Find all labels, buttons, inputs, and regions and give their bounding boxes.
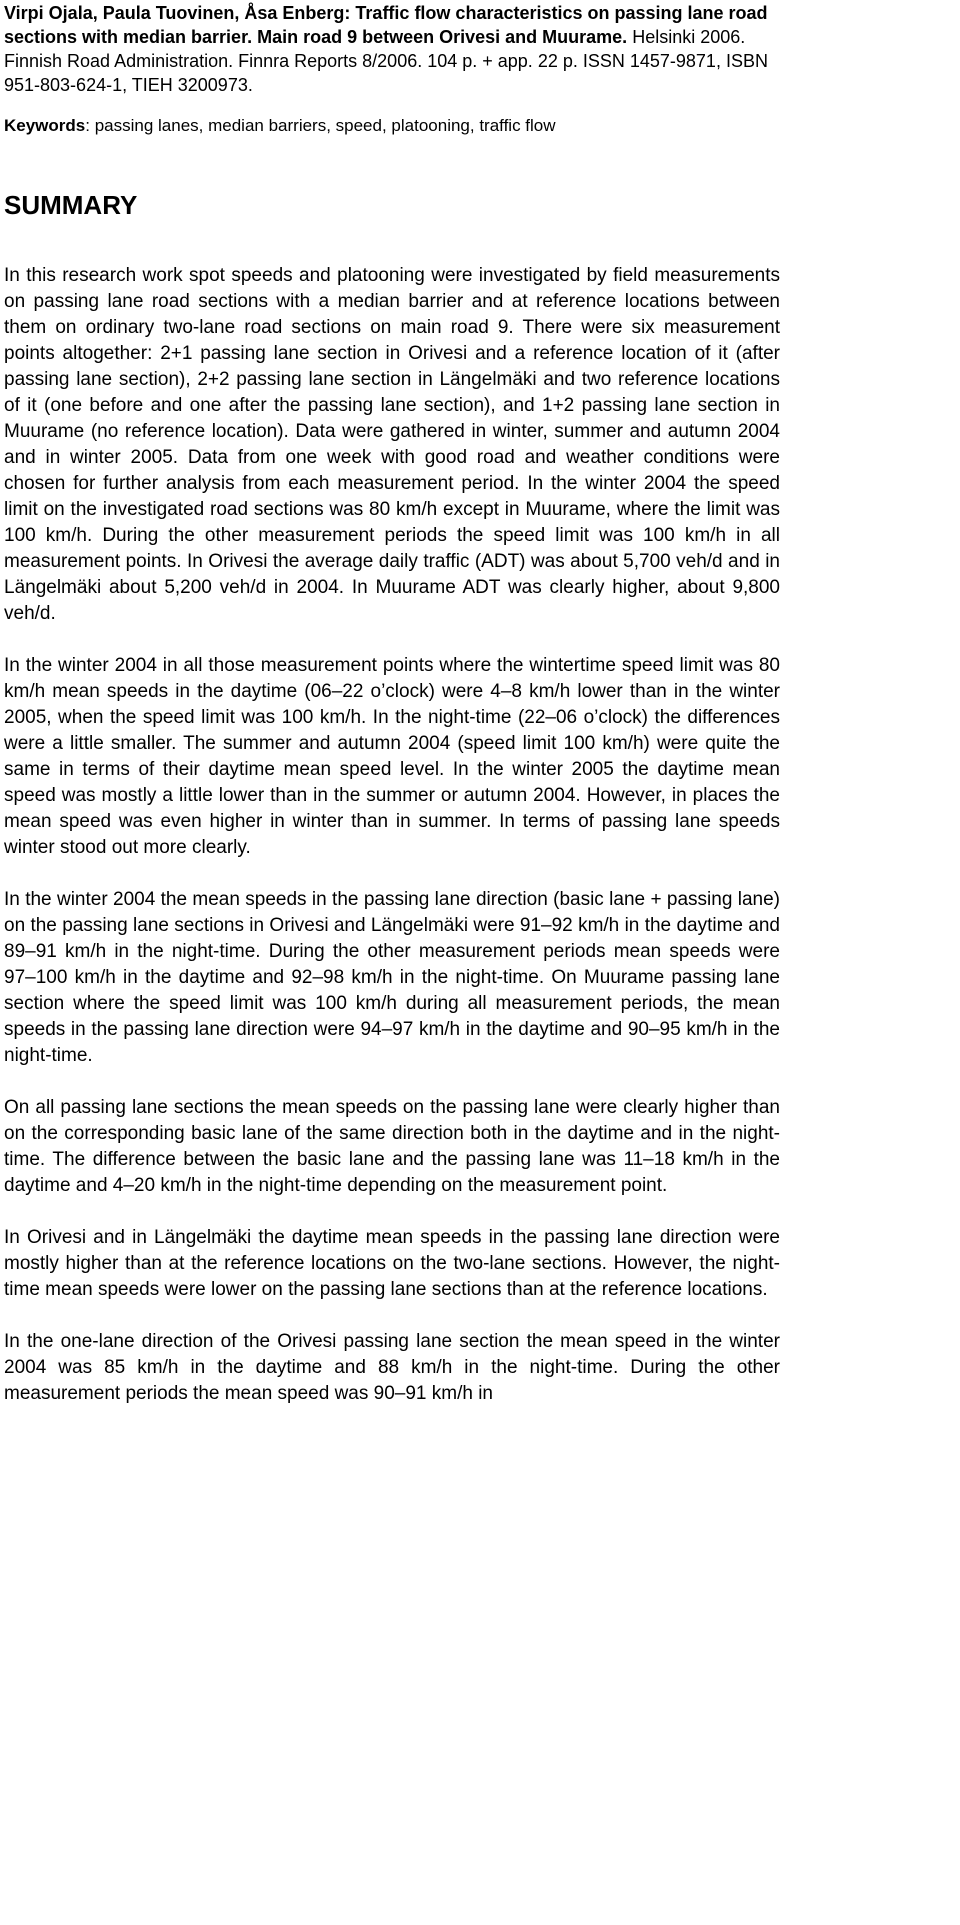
citation-publication: Helsinki 2006. Finnish Road Administration. Finnra Reports 8/2006. 104 p. + app. 22 p. ISSN 1457-9871, ISBN 951-803-624-1, TIEH 3200973.	[4, 27, 768, 95]
paragraph: In the winter 2004 the mean speeds in the passing lane direction (basic lane + passing lane) on the passing lane sections in Orivesi and Längelmäki were 91–92 km/h in the daytime and 89–91 km/h in the night-time. During the other measurement periods mean speeds were 97–100 km/h in the daytime and 92–98 km/h in the night-time. On Muurame passing lane section where the speed limit was 100 km/h during all measurement periods, the mean speeds in the passing lane direction were 94–97 km/h in the daytime and 90–95 km/h in the night-time.	[4, 889, 780, 1066]
keywords-text: : passing lanes, median barriers, speed, platooning, traffic flow	[85, 116, 556, 135]
paragraph: In this research work spot speeds and platooning were investigated by field measurements on passing lane road sections with a median barrier and at reference locations between them on ordinary two-lane road sections on main road 9. There were six measurement points altogether: 2+1 passing lane section in Orivesi and a reference location of it (after passing lane section), 2+2 passing lane section in Längelmäki and two reference locations of it (one before and one after the passing lane section), and 1+2 passing lane section in Muurame (no reference location). Data were gathered in winter, summer and autumn 2004 and in winter 2005. Data from one week with good road and weather conditions were chosen for further analysis from each measurement period. In the winter 2004 the speed limit on the investigated road sections was 80 km/h except in Muurame, where the limit was 100 km/h. During the other measurement periods the speed limit was 100 km/h in all measurement points. In Orivesi the average daily traffic (ADT) was about 5,700 veh/d and in Längelmäki about 5,200 veh/d in 2004. In Muurame ADT was clearly higher, about 9,800 veh/d.	[4, 265, 780, 624]
document-page	[4, 0, 780, 1407]
paragraph: On all passing lane sections the mean speeds on the passing lane were clearly higher than on the corresponding basic lane of the same direction both in the daytime and in the night-time. The difference between the basic lane and the passing lane was 11–18 km/h in the daytime and 4–20 km/h in the night-time depending on the measurement point.	[4, 1097, 780, 1196]
citation-authors-title: Virpi Ojala, Paula Tuovinen, Åsa Enberg: Traffic flow characteristics on passing lane road sections with median barrier. Main road 9 between Orivesi and Muurame.	[4, 3, 768, 47]
keywords-label: Keywords	[4, 116, 86, 135]
citation	[4, 0, 780, 97]
section-heading: SUMMARY	[4, 190, 138, 220]
paragraph: In the one-lane direction of the Orivesi passing lane section the mean speed in the winter 2004 was 85 km/h in the daytime and 88 km/h in the night-time. During the other measurement periods the mean speed was 90–91 km/h in	[4, 1331, 780, 1404]
paragraph: In the winter 2004 in all those measurement points where the wintertime speed limit was 80 km/h mean speeds in the daytime (06–22 o’clock) were 4–8 km/h lower than in the winter 2005, when the speed limit was 100 km/h. In the night-time (22–06 o’clock) the differences were a little smaller. The summer and autumn 2004 (speed limit 100 km/h) were quite the same in terms of their daytime mean speed level. In the winter 2005 the daytime mean speed was mostly a little lower than in the summer or autumn 2004. However, in places the mean speed was even higher in winter than in summer. In terms of passing lane speeds winter stood out more clearly.	[4, 655, 780, 858]
paragraph: In Orivesi and in Längelmäki the daytime mean speeds in the passing lane direction were mostly higher than at the reference locations on the two-lane sections. However, the night-time mean speeds were lower on the passing lane sections than at the reference locations.	[4, 1227, 780, 1300]
keywords-line	[4, 115, 780, 137]
